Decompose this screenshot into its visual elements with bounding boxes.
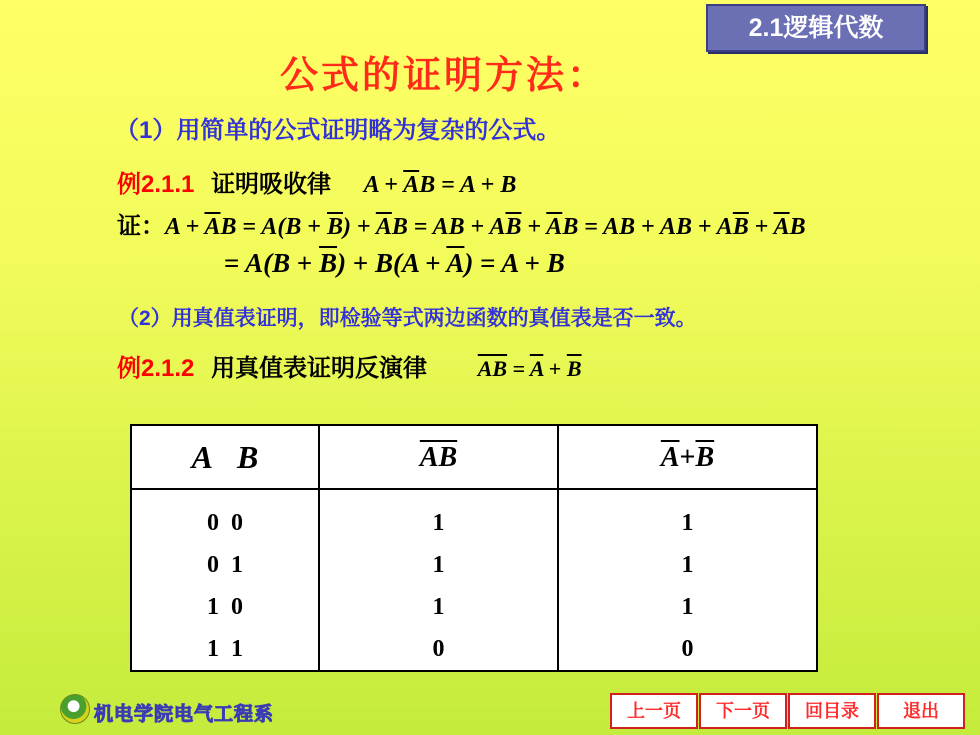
proof-line-1 xyxy=(117,206,806,241)
truth-table xyxy=(130,424,818,672)
example-2-label: 用真值表证明反演律 xyxy=(211,355,428,382)
table-cell: 0 xyxy=(432,636,445,662)
example-2 xyxy=(117,348,582,383)
footer-org: 机电学院电气工程系 xyxy=(94,704,275,725)
proof-line-2: = $A(B + \overline{B}) + B(A + \overline{A}) = A + B$ xyxy=(224,248,565,278)
method-1-text: （1）用简单的公式证明略为复杂的公式。 xyxy=(115,117,561,144)
table-cell: 0 xyxy=(681,636,694,662)
table-row: 1 1 xyxy=(207,636,243,662)
table-row: 1 0 xyxy=(207,594,243,620)
table-row: 0 1 xyxy=(207,552,243,578)
example-2-number: 例2.1.2 xyxy=(117,355,195,382)
example-1-number: 例2.1.1 xyxy=(117,171,195,198)
school-logo-icon xyxy=(60,694,90,724)
table-cell: 1 xyxy=(432,552,445,578)
table-cell: 1 xyxy=(432,594,445,620)
proof-formula-1: $A + \overline{A}B = A(B + \overline{B}) + \overline{A}B$ = AB + $A\overline{B} + \overline{A}B$ = AB + AB + $A\overline{B} + \overline{A}B$ xyxy=(165,214,806,240)
method-2-text: （2）用真值表证明，即检验等式两边函数的真值表是否一致。 xyxy=(118,307,697,330)
page-title: 公式的证明方法： xyxy=(280,52,609,97)
example-1-label: 证明吸收律 xyxy=(211,171,332,198)
column-not-ab xyxy=(319,489,558,671)
table-row: 0 0 xyxy=(207,510,243,536)
contents-button[interactable]: 回目录 xyxy=(788,693,876,729)
absorption-law-formula: $A + \overline{A}B = A + B$ xyxy=(363,172,517,198)
table-cell: 1 xyxy=(432,510,445,536)
table-cell: 1 xyxy=(681,594,694,620)
exit-button[interactable]: 退出 xyxy=(877,693,965,729)
next-page-button[interactable]: 下一页 xyxy=(699,693,787,729)
prev-page-button[interactable]: 上一页 xyxy=(610,693,698,729)
section-tab: 2.1逻辑代数 xyxy=(706,4,926,52)
table-cell: 1 xyxy=(681,552,694,578)
column-not-a-plus-not-b xyxy=(558,489,817,671)
header-not-ab: $\overline{AB}$ xyxy=(319,425,558,489)
table-cell: 1 xyxy=(681,510,694,536)
demorgan-law-formula: $\overline{AB} = \overline{A} + \overline{B}$ xyxy=(477,356,582,381)
example-1 xyxy=(117,164,516,199)
proof-prefix: 证： xyxy=(117,213,165,240)
header-not-a-plus-not-b: $\overline{A}+\overline{B}$ xyxy=(558,425,817,489)
header-ab: A B xyxy=(131,425,319,489)
column-ab xyxy=(131,489,319,671)
